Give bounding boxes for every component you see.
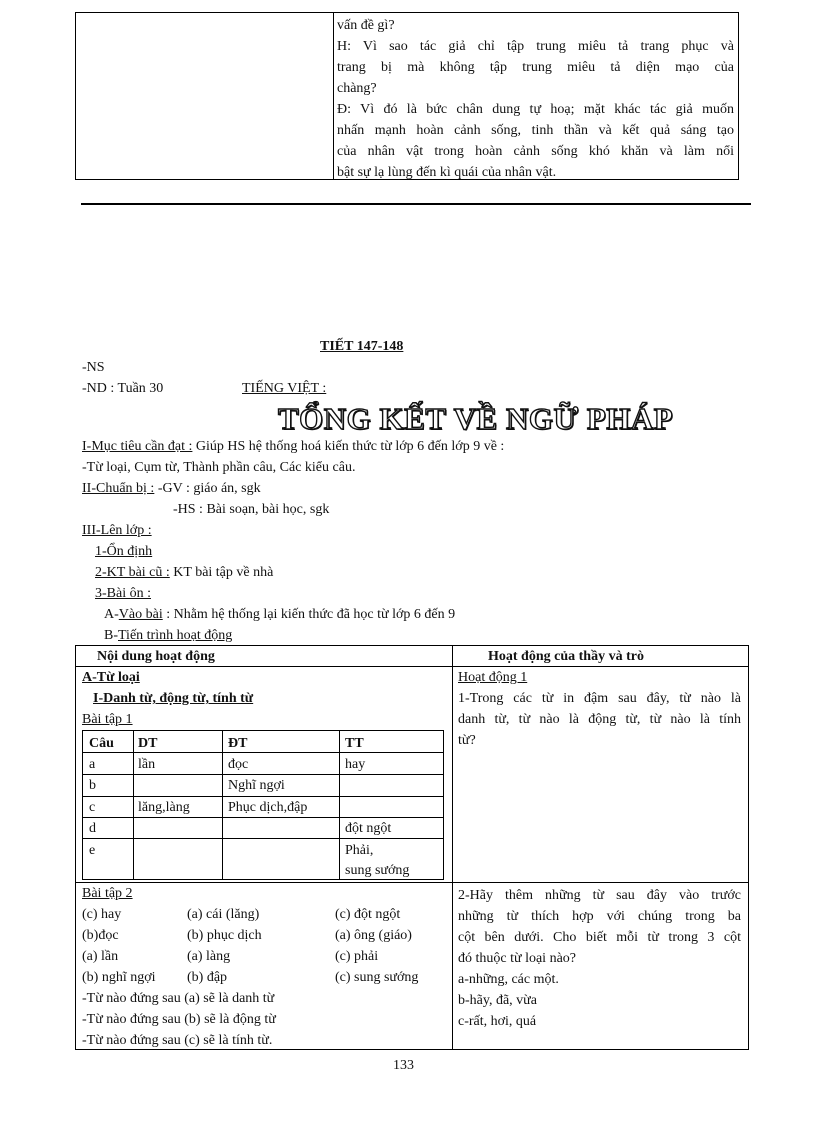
qa-line: của nhân vật trong hoàn cảnh sống khó khăn và làm nổi: [337, 144, 734, 159]
qa-line: H: Vì sao tác giả chỉ tập trung miêu tả trang phục và: [337, 39, 734, 54]
activity-2-line: những từ thích hợp với chúng trong ba: [458, 909, 741, 924]
ns-line: -NS: [82, 360, 105, 375]
ex1-cell: sung sướng: [345, 863, 410, 878]
ex1-cell: c: [89, 800, 96, 815]
activity-1-text: [458, 688, 741, 751]
page-number: 133: [393, 1058, 414, 1073]
exercise-1-label: Bài tập 1: [82, 712, 133, 727]
activity-2-line: 2-Hãy thêm những từ sau đây vào trước: [458, 888, 741, 903]
ex2-item: (c) đột ngột: [335, 907, 401, 922]
preparation-gv: -GV : giáo án, sgk: [154, 481, 261, 496]
preparation-hs: -HS : Bài soạn, bài học, sgk: [173, 502, 330, 517]
continuation-table: [75, 12, 739, 180]
step-3a-label: Vào bài: [118, 607, 163, 622]
qa-line: trang bị mà không tập trung miêu tả diện mạo của: [337, 60, 734, 75]
ex2-item: (a) làng: [187, 949, 231, 964]
step-3b-prefix: B-: [104, 628, 118, 643]
ex2-note: -Từ nào đứng sau (c) sẽ là tính từ.: [82, 1033, 273, 1048]
section-a-heading: A-Từ loại: [82, 670, 140, 685]
step-2-label: 2-KT bài cũ :: [95, 565, 170, 580]
step-1: 1-Ổn định: [95, 544, 153, 559]
ex2-item: (a) cái (lăng): [187, 907, 260, 922]
ex1-cell: lần: [138, 757, 156, 772]
table-column-divider: [452, 645, 453, 1050]
activity-2-option: a-những, các một.: [458, 972, 559, 987]
ex2-item: (a) ông (giáo): [335, 928, 412, 943]
ex1-cell: b: [89, 778, 96, 793]
preparation-line: [82, 478, 261, 499]
objectives-items: -Từ loại, Cụm từ, Thành phần câu, Các kiểu câu.: [82, 460, 356, 475]
lesson-title: TỔNG KẾT VỀ NGỮ PHÁP: [278, 401, 674, 436]
activity-2-line: cột bên dưới. Cho biết mỗi từ trong 3 cột: [458, 930, 741, 945]
ex1-header-đt: ĐT: [228, 736, 248, 751]
header-content: Nội dung hoạt động: [97, 649, 215, 664]
ex1-header-cau: Câu: [89, 736, 114, 751]
ex2-item: (b) nghĩ ngợi: [82, 970, 156, 985]
step-3a: [104, 604, 455, 625]
objectives-label: I-Mục tiêu cần đạt :: [82, 439, 193, 454]
ex1-cell: Phải,: [345, 843, 374, 858]
qa-line: chàng?: [337, 81, 377, 96]
exercise-2-label: Bài tập 2: [82, 886, 133, 901]
activity-1-line: từ?: [458, 733, 476, 748]
activity-1-line: danh từ, từ nào là động từ, từ nào là tính: [458, 712, 741, 727]
objectives-text: Giúp HS hệ thống hoá kiến thức từ lớp 6 đến lớp 9 về :: [192, 439, 505, 454]
activity-2-line: đó thuộc từ loại nào?: [458, 951, 577, 966]
header-activities: Hoạt động của thầy và trò: [488, 649, 644, 664]
activity-1-line: 1-Trong các từ in đậm sau đây, từ nào là: [458, 691, 741, 706]
qa-line: Đ: Vì đó là bức chân dung tự hoạ; mặt khác tác giả muốn: [337, 102, 734, 117]
objectives-line: [82, 436, 504, 457]
activity-2-text: [458, 885, 741, 1032]
lesson-steps-label: III-Lên lớp :: [82, 523, 152, 538]
activity-1-label: Hoạt động 1: [458, 670, 528, 685]
ex1-header-tt: TT: [345, 736, 364, 751]
step-3b: [104, 625, 232, 646]
ex2-item: (a) lần: [82, 949, 119, 964]
ex1-cell: Phục dịch,đập: [228, 800, 308, 815]
section-i-heading: I-Danh từ, động từ, tính từ: [93, 691, 254, 706]
column-divider: [333, 13, 334, 179]
step-3b-label: Tiến trình hoạt động: [118, 628, 233, 643]
section-divider: [81, 203, 751, 205]
ex2-note: -Từ nào đứng sau (b) sẽ là động từ: [82, 1012, 276, 1027]
step-2: [95, 562, 273, 583]
ex1-header-dt: DT: [138, 736, 158, 751]
ex2-note: -Từ nào đứng sau (a) sẽ là danh từ: [82, 991, 275, 1006]
step-2-text: KT bài tập về nhà: [169, 565, 274, 580]
ex1-cell: a: [89, 757, 96, 772]
preparation-label: II-Chuẩn bị :: [82, 481, 155, 496]
ex1-cell: d: [89, 821, 96, 836]
step-3a-prefix: A-: [104, 607, 119, 622]
ex2-item: (b) phục dịch: [187, 928, 262, 943]
qa-line: bật sự lạ lùng đến kì quái của nhân vật.: [337, 165, 557, 180]
subject-label: TIẾNG VIỆT :: [242, 381, 327, 396]
nd-line: -ND : Tuần 30: [82, 381, 164, 396]
qa-line: vấn đề gì?: [337, 18, 395, 33]
ex1-cell: đọc: [228, 757, 249, 772]
ex-table-row-line: [82, 752, 444, 753]
ex1-cell: lăng,làng: [138, 800, 190, 815]
ex1-cell: Nghĩ ngợi: [228, 778, 285, 793]
activity-2-option: c-rất, hơi, quá: [458, 1014, 537, 1029]
ex1-cell: e: [89, 843, 96, 858]
ex2-item: (c) phải: [335, 949, 379, 964]
step-3: 3-Bài ôn :: [95, 586, 151, 601]
ex2-item: (b) đập: [187, 970, 228, 985]
period-heading: TIẾT 147-148: [320, 339, 404, 354]
ex2-item: (c) sung sướng: [335, 970, 419, 985]
ex1-cell: đột ngột: [345, 821, 392, 836]
step-3a-text: : Nhằm hệ thống lại kiến thức đã học từ lớp 6 đến 9: [162, 607, 456, 622]
ex2-item: (c) hay: [82, 907, 122, 922]
qa-cell: [337, 15, 734, 183]
ex1-cell: hay: [345, 757, 366, 772]
qa-line: nhấn mạnh hoàn cảnh sống, tinh thần và kết quả sáng tạo: [337, 123, 734, 138]
activity-2-option: b-hãy, đã, vừa: [458, 993, 537, 1008]
table-row-divider: [75, 882, 749, 883]
ex2-item: (b)đọc: [82, 928, 119, 943]
